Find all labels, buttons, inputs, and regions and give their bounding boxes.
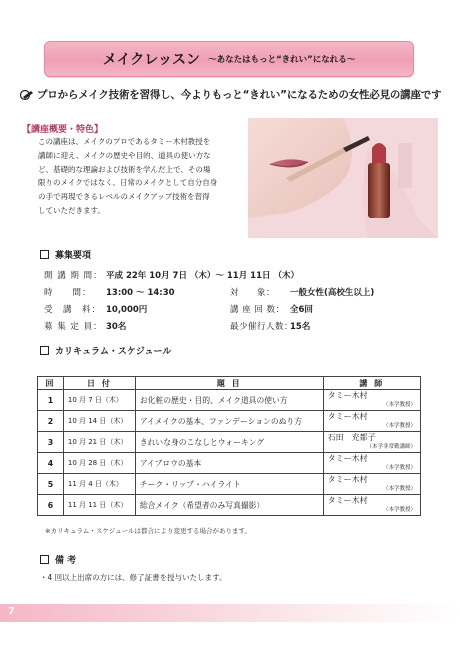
bikou-body: ・4 回以上出席の方には、修了証書を授与いたします。 bbox=[40, 573, 227, 582]
row-instructor-role: （本学教授） bbox=[382, 486, 416, 492]
recruit-row-fee bbox=[44, 300, 444, 317]
row-instructor: タミー木村 bbox=[327, 391, 368, 400]
sessions-value: 全6回 bbox=[290, 304, 313, 315]
table-row bbox=[38, 474, 421, 495]
col-header-title: 題 目 bbox=[135, 377, 323, 390]
table-row bbox=[38, 453, 421, 474]
fee-label: 受 講 料： bbox=[44, 304, 102, 315]
makeup-photo-illustration bbox=[248, 118, 438, 238]
recruit-row-capacity bbox=[44, 317, 444, 334]
bikou-heading-text: 備 考 bbox=[55, 556, 77, 566]
row-instructor-role: （本学教授） bbox=[382, 402, 416, 408]
row-date: 10 月 14 日（木） bbox=[63, 411, 135, 432]
table-header-row bbox=[38, 377, 421, 390]
bikou-heading bbox=[40, 553, 76, 566]
headline bbox=[20, 87, 450, 102]
overview-heading: 【講座概要・特色】 bbox=[22, 125, 104, 135]
row-title: きれいな身のこなしとウォーキング bbox=[135, 432, 323, 453]
time-value: 13:00 ～ 14:30 bbox=[106, 287, 175, 298]
row-title: 総合メイク（希望者のみ写真撮影） bbox=[135, 495, 323, 516]
row-instructor: タミー木村 bbox=[327, 475, 368, 484]
overview-line: 限りのメイクではなく、日常のメイクとして自分自身 bbox=[38, 178, 218, 188]
title-banner bbox=[44, 41, 414, 77]
overview-body bbox=[38, 135, 248, 218]
overview-line: ど、基礎的な理論および技術を学んだ上で、その場 bbox=[38, 164, 211, 174]
curriculum-note: ※カリキュラム・スケジュールは都合により変更する場合があります。 bbox=[45, 527, 251, 535]
table-row bbox=[38, 411, 421, 432]
target-label: 対 象： bbox=[230, 287, 276, 298]
recruit-row-time bbox=[44, 283, 444, 300]
row-number: 3 bbox=[38, 432, 64, 453]
period-label: 開 講 期 間： bbox=[44, 270, 103, 281]
row-title: アイメイクの基本、ファンデーションのぬり方 bbox=[135, 411, 323, 432]
recruit-row-period bbox=[44, 266, 444, 283]
row-instructor: 石田 充都子 bbox=[327, 433, 376, 442]
row-date: 10 月 21 日（木） bbox=[63, 432, 135, 453]
period-value: 平成 22年 10月 7日 （木）～ 11月 11日 （木） bbox=[106, 270, 299, 281]
checkbox-bullet-icon bbox=[40, 346, 49, 355]
row-date: 10 月 28 日（木） bbox=[63, 453, 135, 474]
curriculum-table bbox=[37, 376, 421, 516]
row-instructor: タミー木村 bbox=[327, 496, 368, 505]
page-number: 7 bbox=[8, 606, 15, 617]
banner-title: メイクレッスン bbox=[102, 52, 201, 68]
row-instructor-cell bbox=[323, 390, 420, 411]
footer-bar bbox=[0, 604, 460, 622]
pencil-icon bbox=[20, 89, 34, 101]
col-header-instructor: 講 師 bbox=[323, 377, 420, 390]
minimum-value: 15名 bbox=[290, 321, 311, 332]
target-value: 一般女性(高校生以上) bbox=[290, 287, 375, 298]
row-number: 2 bbox=[38, 411, 64, 432]
row-instructor: タミー木村 bbox=[327, 412, 368, 421]
checkbox-bullet-icon bbox=[40, 250, 49, 259]
row-number: 1 bbox=[38, 390, 64, 411]
capacity-value: 30名 bbox=[106, 321, 127, 332]
headline-text: プロからメイク技術を習得し、今よりもっと“きれい”になるための女性必見の講座です bbox=[37, 89, 442, 101]
overview-line: 講師に迎え、メイクの歴史や目的、道具の使い方な bbox=[38, 150, 211, 160]
row-instructor-cell bbox=[323, 474, 420, 495]
recruit-heading bbox=[40, 248, 91, 261]
checkbox-bullet-icon bbox=[40, 555, 49, 564]
row-instructor-cell bbox=[323, 453, 420, 474]
row-date: 10 月 7 日（木） bbox=[63, 390, 135, 411]
row-instructor-cell bbox=[323, 495, 420, 516]
col-header-date: 日 付 bbox=[63, 377, 135, 390]
col-header-num: 回 bbox=[38, 377, 64, 390]
recruit-heading-text: 募集要項 bbox=[55, 251, 92, 261]
fee-value: 10,000円 bbox=[106, 304, 148, 315]
row-number: 4 bbox=[38, 453, 64, 474]
row-number: 5 bbox=[38, 474, 64, 495]
row-title: お化粧の歴史・目的、メイク道具の使い方 bbox=[135, 390, 323, 411]
row-number: 6 bbox=[38, 495, 64, 516]
row-date: 11 月 11 日（木） bbox=[63, 495, 135, 516]
row-instructor-role: （本学教授） bbox=[382, 465, 416, 471]
overview-line: の手で再現できるレベルのメイクアップ技術を習得 bbox=[38, 192, 210, 202]
recruit-details bbox=[44, 266, 444, 334]
row-title: チーク・リップ・ハイライト bbox=[135, 474, 323, 495]
row-instructor: タミー木村 bbox=[327, 454, 368, 463]
overview-line: していただきます。 bbox=[38, 205, 105, 215]
row-instructor-role: （本学教授） bbox=[382, 507, 416, 513]
row-instructor-role: （本学教授） bbox=[382, 423, 416, 429]
curriculum-heading bbox=[40, 344, 171, 357]
overview-line: この講座は、メイクのプロであるタミー木村教授を bbox=[38, 137, 211, 146]
row-instructor-cell bbox=[323, 432, 420, 453]
table-row bbox=[38, 390, 421, 411]
row-date: 11 月 4 日（木） bbox=[63, 474, 135, 495]
row-instructor-role: （本学非常勤講師） bbox=[366, 444, 416, 450]
row-title: アイブロウの基本 bbox=[135, 453, 323, 474]
curriculum-heading-text: カリキュラム・スケジュール bbox=[55, 347, 172, 357]
table-row bbox=[38, 495, 421, 516]
capacity-label: 募 集 定 員： bbox=[44, 321, 103, 332]
curriculum-body bbox=[38, 390, 421, 516]
row-instructor-cell bbox=[323, 411, 420, 432]
minimum-label: 最少催行人数： bbox=[230, 321, 294, 332]
time-label: 時 間： bbox=[44, 287, 92, 298]
sessions-label: 講 座 回 数： bbox=[230, 304, 285, 315]
table-row bbox=[38, 432, 421, 453]
makeup-photo bbox=[248, 118, 438, 238]
banner-subtitle: ～あなたはもっと“きれい”になれる～ bbox=[208, 55, 356, 65]
